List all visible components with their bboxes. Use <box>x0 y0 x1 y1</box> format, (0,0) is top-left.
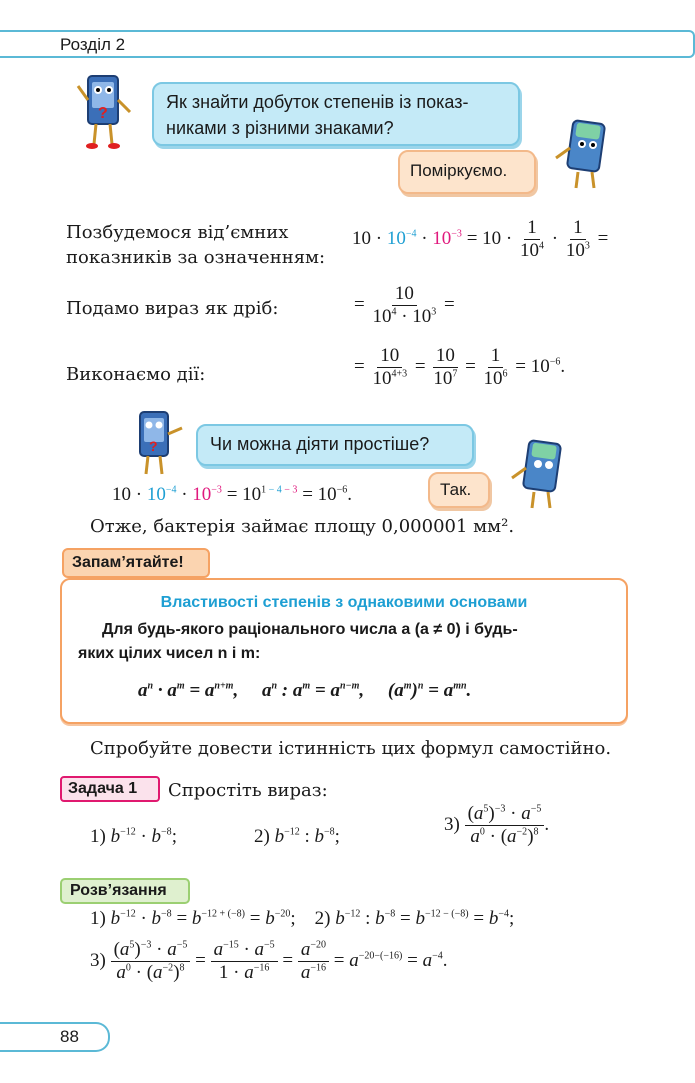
robot-character-icon <box>76 72 136 150</box>
question-bubble-2: Чи можна діяти простіше? <box>196 424 474 466</box>
formula-step2: = $\frac{10}{10^4 \cdot 10^3}$ = <box>354 283 455 327</box>
formula-step3: = $\frac{10}{10^{4+3}}$ = $\frac{10}{10^7}$ = $\frac{1}{10^6}$ = $10^{-6}$. <box>354 345 566 389</box>
formula-shortcut: $10 \cdot 10^{-4} \cdot 10^{-3} = 10^{1 - 4 - 3} = 10^{-6}$. <box>112 484 353 505</box>
prove-text: Спробуйте довести істинність цих формул самостійно. <box>90 738 612 759</box>
task-item-3: 3) $\frac{(a^5)^{-3} \cdot a^{-5}}{a^0 \cdot (a^{-2})^8}$ . <box>444 803 550 847</box>
solution-line-3: 3) $\frac{(a^5)^{-3} \cdot a^{-5}}{a^0 \cdot (a^{-2})^8}$ = $\frac{a^{-15} \cdot a^{-5}}{1 \cdot a^{-16}}$ = $\frac{a^{-20}}{a^{-16}}$ = $a^{-20-(-16)} = a^{-4}$. <box>90 939 448 983</box>
remember-text <box>78 618 618 666</box>
page-number: 88 <box>60 1027 79 1046</box>
section-title: Розділ 2 <box>60 35 126 54</box>
step1-line-2: показників за означенням: <box>66 247 326 268</box>
step3-text: Виконаємо дії: <box>66 364 206 385</box>
question-line-1: Як знайти добуток степенів із показ- <box>166 92 469 112</box>
robot-character-icon <box>508 438 570 510</box>
task-item-1: 1) $b^{-12} \cdot b^{-8}$; <box>90 826 177 847</box>
remember-text-line-2: яких цілих чисел n і m: <box>78 645 261 662</box>
formula-step1: $10 \cdot 10^{-4} \cdot 10^{-3} = 10$ · $\frac{1}{10^4}$ · $\frac{1}{10^3}$ = <box>352 217 609 261</box>
robot-character-icon <box>130 408 186 478</box>
svg-text:?: ? <box>98 105 108 122</box>
robot-character-icon <box>552 116 614 192</box>
solution-label: Розв’язання <box>60 878 190 904</box>
remember-label: Запам’ятайте! <box>62 548 210 578</box>
solution-line-1: 1) $b^{-12} \cdot b^{-8} = b^{-12 + (-8)} = b^{-20}$; 2) $b^{-12}$ : $b^{-8} = b^{-12 - (-8)} = b^{-4}$; <box>90 908 515 929</box>
task-label: Задача 1 <box>60 776 160 802</box>
answer-bubble-2: Так. <box>428 472 490 508</box>
task-prompt: Спростіть вираз: <box>168 780 328 801</box>
question-line-2: никами з різними знаками? <box>166 118 394 138</box>
step1-text <box>66 220 325 270</box>
page-number-box <box>0 1022 110 1052</box>
remember-text-line-1: Для будь-якого раціонального числа a (a ≠ 0) і будь- <box>102 621 518 638</box>
remember-title: Властивості степенів з однаковими основами <box>160 594 528 611</box>
step1-line-1: Позбудемося від’ємних <box>66 222 289 243</box>
task-item-2: 2) $b^{-12}$ : $b^{-8}$; <box>254 826 340 847</box>
answer-bubble: Поміркуємо. <box>398 150 536 194</box>
conclusion-text: Отже, бактерія займає площу 0,000001 мм². <box>90 516 515 537</box>
svg-text:?: ? <box>149 438 158 454</box>
power-properties-formulas: $a^n \cdot a^m = a^{n+m}$, $a^n$ : $a^m = a^{n-m}$, $(a^m)^n = a^{mn}$. <box>138 680 472 701</box>
step2-text: Подамо вираз як дріб: <box>66 298 279 319</box>
question-bubble <box>152 82 520 146</box>
